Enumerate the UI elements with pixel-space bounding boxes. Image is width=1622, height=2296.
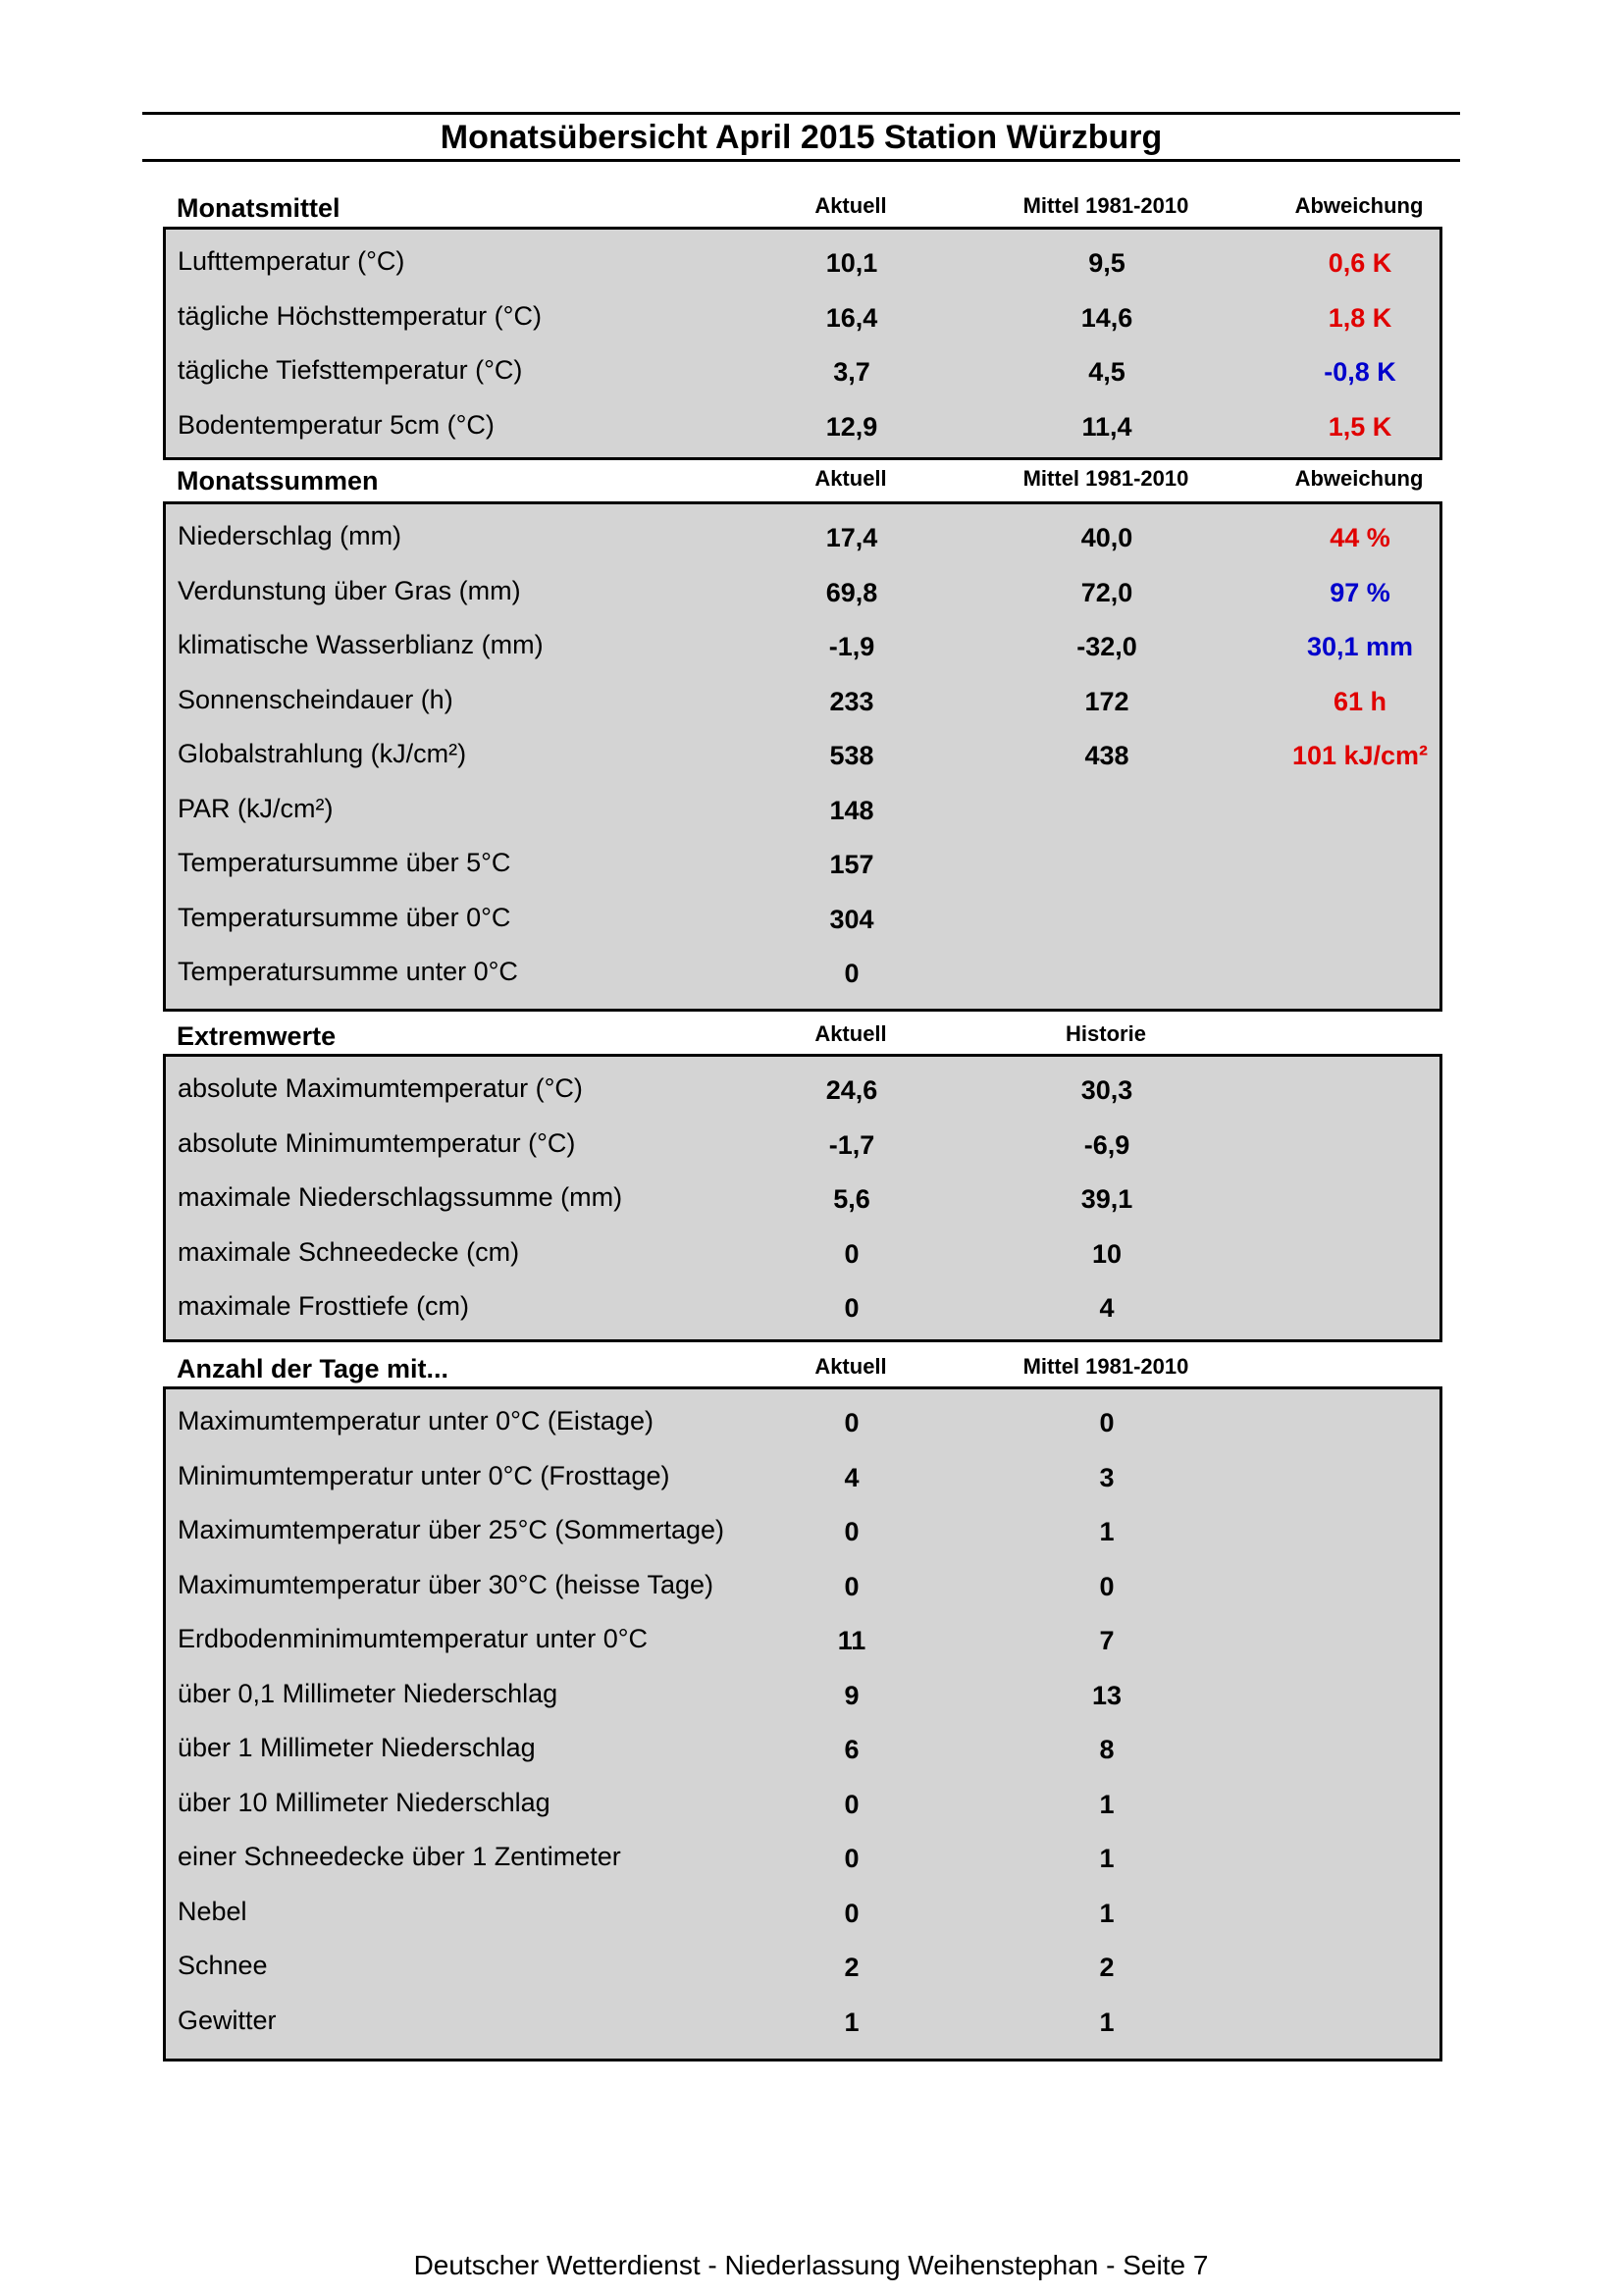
row-label: klimatische Wasserblianz (mm) [178, 630, 544, 659]
row-label: Lufttemperatur (°C) [178, 246, 405, 276]
row-label: maximale Frosttiefe (cm) [178, 1291, 470, 1321]
section-title: Extremwerte [177, 1021, 337, 1051]
column-header-aktuell: Aktuell [814, 466, 887, 491]
row-label: Maximumtemperatur über 30°C (heisse Tage) [178, 1569, 714, 1599]
value-vergleich: 0 [1099, 1408, 1115, 1437]
table-row [166, 1063, 1439, 1118]
value-abweichung: 1,5 K [1328, 411, 1392, 442]
value-aktuell: 0 [844, 1571, 860, 1601]
value-aktuell: 6 [844, 1735, 860, 1764]
table-row [166, 1118, 1439, 1173]
value-abweichung: -0,8 K [1324, 357, 1396, 387]
value-aktuell: 538 [829, 741, 874, 770]
value-aktuell: 4 [844, 1462, 860, 1492]
table-row [166, 1831, 1439, 1886]
row-label: Globalstrahlung (kJ/cm²) [178, 739, 467, 768]
section-header-extremwerte [165, 1017, 1440, 1056]
value-vergleich: 10 [1091, 1238, 1123, 1269]
column-header-aktuell: Aktuell [814, 1354, 887, 1379]
table-row [166, 1613, 1439, 1668]
table-row [166, 1280, 1439, 1335]
table-row [166, 1226, 1439, 1281]
table-monatssummen [163, 501, 1442, 1012]
value-abweichung: 61 h [1333, 686, 1387, 716]
value-vergleich: 438 [1084, 741, 1129, 770]
value-aktuell: 24,6 [825, 1075, 878, 1105]
page-title: Monatsübersicht April 2015 Station Würzburg [440, 119, 1163, 156]
value-aktuell: 16,4 [825, 302, 878, 333]
value-abweichung: 101 kJ/cm² [1291, 741, 1429, 770]
value-vergleich: 2 [1099, 1953, 1115, 1982]
section-title: Monatssummen [177, 466, 379, 496]
column-header-abweichung: Abweichung [1294, 193, 1424, 218]
column-header-mittel: Mittel 1981-2010 [1022, 1354, 1189, 1379]
value-abweichung: 97 % [1330, 577, 1390, 607]
table-tage [163, 1386, 1442, 2061]
table-row [166, 1777, 1439, 1832]
value-aktuell: 5,6 [833, 1184, 870, 1214]
value-vergleich: 1 [1099, 1898, 1115, 1928]
value-aktuell: 0 [844, 1293, 860, 1323]
value-vergleich: 1 [1099, 1844, 1115, 1873]
table-row [166, 674, 1439, 729]
value-aktuell: 10,1 [825, 248, 878, 278]
title-top-rule [142, 112, 1460, 115]
value-vergleich: 30,3 [1080, 1075, 1133, 1105]
row-label: Nebel [178, 1896, 247, 1926]
table-row [166, 1172, 1439, 1226]
value-aktuell: 304 [829, 904, 874, 934]
row-label: Niederschlag (mm) [178, 521, 402, 550]
table-row [166, 1886, 1439, 1941]
row-label: Maximumtemperatur unter 0°C (Eistage) [178, 1406, 654, 1435]
value-vergleich: 7 [1099, 1626, 1115, 1655]
column-header-abweichung: Abweichung [1294, 466, 1424, 491]
table-row [166, 290, 1439, 345]
section-header-monatsmittel [165, 188, 1440, 228]
row-label: über 1 Millimeter Niederschlag [178, 1733, 536, 1762]
section-header-monatssummen [165, 461, 1440, 500]
row-label: Schnee [178, 1951, 268, 1980]
value-aktuell: 2 [844, 1953, 860, 1982]
value-vergleich: 1 [1099, 2007, 1115, 2037]
table-row [166, 1995, 1439, 2050]
value-vergleich: 8 [1099, 1735, 1115, 1764]
value-aktuell: 157 [829, 850, 874, 879]
value-aktuell: 0 [844, 1408, 860, 1437]
value-aktuell: 0 [844, 1517, 860, 1546]
table-row [166, 619, 1439, 674]
column-header-historie: Historie [1066, 1021, 1146, 1046]
column-header-mittel: Mittel 1981-2010 [1022, 466, 1189, 491]
value-vergleich: 1 [1099, 1789, 1115, 1819]
value-aktuell: 148 [829, 795, 874, 825]
table-row [166, 510, 1439, 565]
value-vergleich: 0 [1099, 1571, 1115, 1601]
column-header-mittel: Mittel 1981-2010 [1022, 193, 1189, 218]
table-row [166, 1668, 1439, 1723]
value-vergleich: 13 [1091, 1680, 1123, 1710]
column-header-aktuell: Aktuell [814, 1021, 887, 1046]
value-vergleich: 72,0 [1080, 577, 1133, 607]
section-header-tage [165, 1349, 1440, 1388]
row-label: Temperatursumme über 5°C [178, 848, 511, 877]
row-label: Erdbodenminimumtemperatur unter 0°C [178, 1624, 649, 1653]
value-aktuell: 0 [844, 959, 860, 988]
value-vergleich: -32,0 [1076, 632, 1137, 661]
row-label: absolute Maximumtemperatur (°C) [178, 1073, 583, 1103]
value-vergleich: 39,1 [1080, 1184, 1133, 1214]
table-row [166, 565, 1439, 620]
row-label: Temperatursumme unter 0°C [178, 957, 518, 986]
value-aktuell: 17,4 [825, 523, 878, 552]
value-vergleich: -6,9 [1083, 1129, 1130, 1160]
table-row [166, 1504, 1439, 1559]
row-label: tägliche Höchsttemperatur (°C) [178, 300, 542, 331]
table-row [166, 1559, 1439, 1614]
table-row [166, 1940, 1439, 1995]
value-aktuell: -1,7 [828, 1129, 875, 1160]
value-aktuell: 12,9 [825, 411, 878, 442]
value-vergleich: 4,5 [1088, 357, 1125, 387]
table-extremwerte [163, 1054, 1442, 1342]
row-label: Maximumtemperatur über 25°C (Sommertage) [178, 1515, 724, 1544]
value-aktuell: 3,7 [833, 357, 870, 387]
table-row [166, 399, 1439, 454]
row-label: maximale Niederschlagssumme (mm) [178, 1182, 623, 1212]
value-aktuell: 0 [844, 1789, 860, 1819]
title-bottom-rule [142, 159, 1460, 162]
value-aktuell: 1 [844, 2007, 860, 2037]
column-header-aktuell: Aktuell [814, 193, 887, 218]
row-label: über 10 Millimeter Niederschlag [178, 1787, 550, 1817]
value-aktuell: 233 [829, 686, 874, 716]
value-abweichung: 1,8 K [1328, 302, 1392, 333]
table-row [166, 783, 1439, 838]
section-title: Monatsmittel [177, 193, 340, 223]
table-monatsmittel [163, 227, 1442, 460]
value-vergleich: 1 [1099, 1517, 1115, 1546]
row-label: Verdunstung über Gras (mm) [178, 575, 521, 605]
row-label: Bodentemperatur 5cm (°C) [178, 409, 495, 440]
table-row [166, 1450, 1439, 1505]
row-label: Sonnenscheindauer (h) [178, 684, 453, 714]
row-label: maximale Schneedecke (cm) [178, 1236, 520, 1267]
value-vergleich: 40,0 [1080, 523, 1133, 552]
value-abweichung: 30,1 mm [1306, 632, 1414, 661]
value-vergleich: 9,5 [1088, 248, 1125, 278]
row-label: tägliche Tiefsttemperatur (°C) [178, 355, 523, 385]
value-aktuell: -1,9 [828, 632, 875, 661]
value-aktuell: 0 [844, 1844, 860, 1873]
value-aktuell: 0 [844, 1898, 860, 1928]
value-aktuell: 9 [844, 1680, 860, 1710]
section-title: Anzahl der Tage mit... [177, 1354, 449, 1383]
row-label: absolute Minimumtemperatur (°C) [178, 1127, 576, 1158]
row-label: einer Schneedecke über 1 Zentimeter [178, 1842, 621, 1871]
row-label: Gewitter [178, 2005, 277, 2035]
table-row [166, 344, 1439, 399]
page-footer: Deutscher Wetterdienst - Niederlassung Weihenstephan - Seite 7 [413, 2250, 1209, 2280]
value-vergleich: 3 [1099, 1462, 1115, 1492]
table-row [166, 1395, 1439, 1450]
row-label: Temperatursumme über 0°C [178, 902, 511, 932]
value-vergleich: 14,6 [1080, 302, 1133, 333]
table-row [166, 892, 1439, 947]
value-aktuell: 11 [837, 1626, 866, 1655]
table-row [166, 235, 1439, 290]
row-label: über 0,1 Millimeter Niederschlag [178, 1678, 558, 1708]
table-row [166, 946, 1439, 1001]
value-vergleich: 172 [1084, 686, 1129, 716]
value-vergleich: 11,4 [1081, 411, 1132, 442]
value-vergleich: 4 [1099, 1293, 1115, 1323]
row-label: Minimumtemperatur unter 0°C (Frosttage) [178, 1460, 670, 1490]
row-label: PAR (kJ/cm²) [178, 793, 334, 823]
table-row [166, 1722, 1439, 1777]
value-aktuell: 0 [844, 1238, 860, 1269]
table-row [166, 728, 1439, 783]
value-abweichung: 0,6 K [1328, 248, 1392, 278]
value-aktuell: 69,8 [825, 577, 878, 607]
value-abweichung: 44 % [1330, 523, 1390, 552]
table-row [166, 837, 1439, 892]
